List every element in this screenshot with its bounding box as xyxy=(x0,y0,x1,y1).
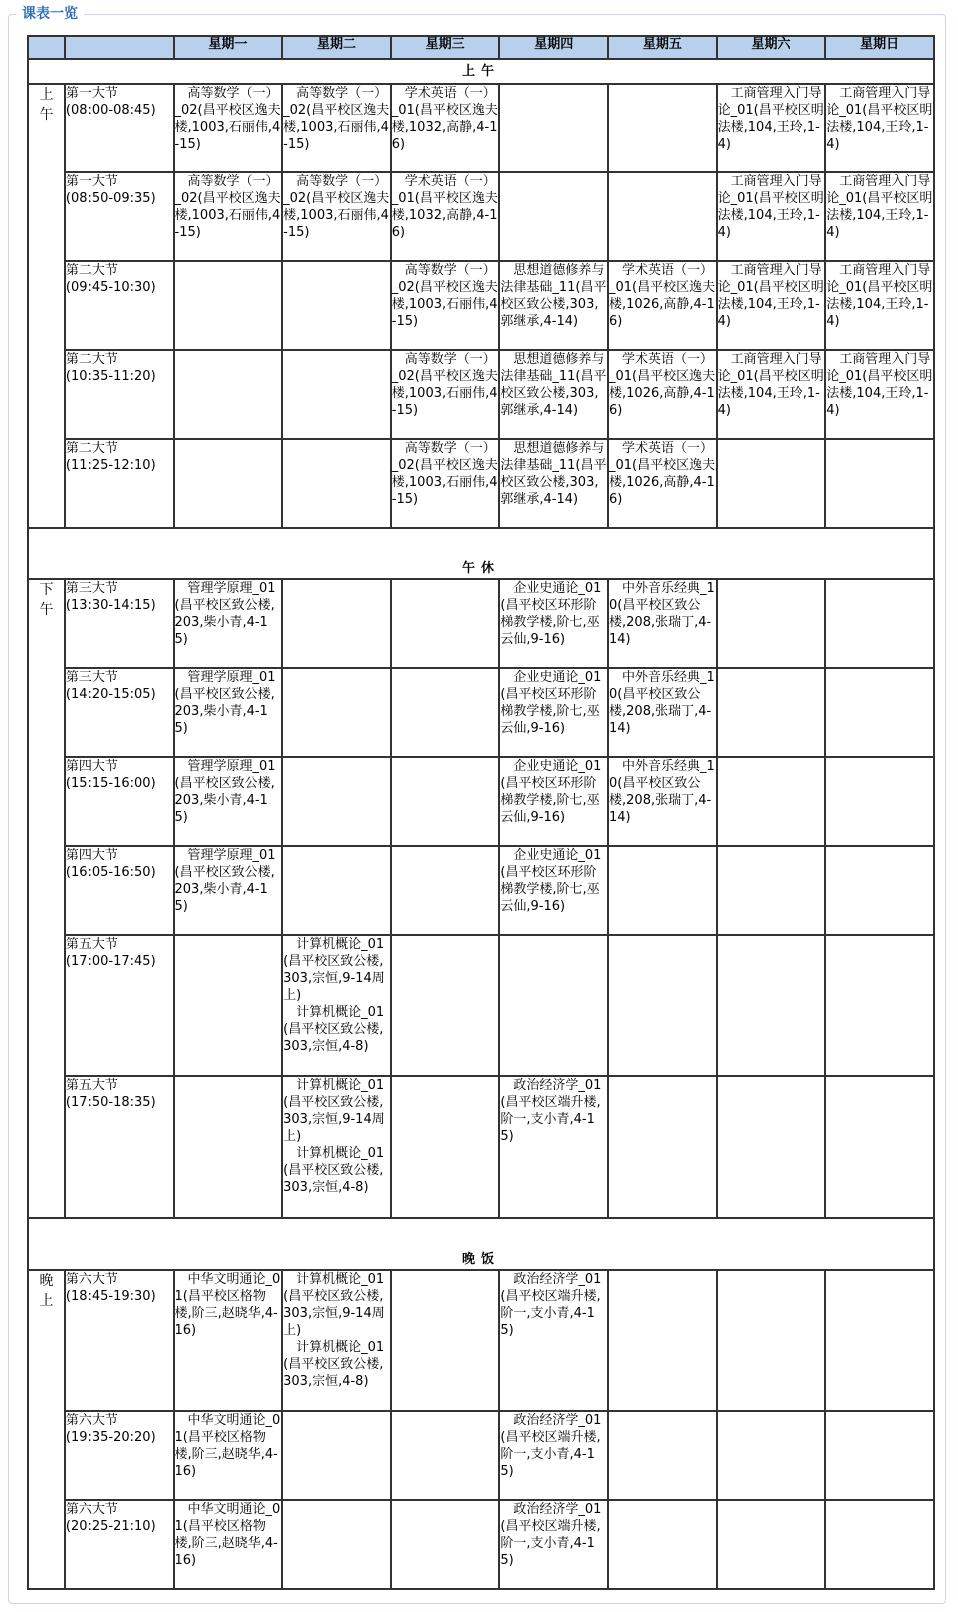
course-cell[interactable]: 政治经济学_01(昌平校区端升楼,阶一,支小青,4-15) xyxy=(499,1076,608,1218)
course-cell[interactable]: 管理学原理_01(昌平校区致公楼,203,柴小青,4-15) xyxy=(174,757,283,846)
empty-cell xyxy=(717,668,826,757)
empty-cell xyxy=(717,1500,826,1589)
period-label: 第二大节 (10:35-11:20) xyxy=(65,350,174,439)
period-label: 第四大节 (15:15-16:00) xyxy=(65,757,174,846)
day-header-mon: 星期一 xyxy=(174,36,283,59)
period-label: 第一大节 (08:00-08:45) xyxy=(65,84,174,173)
section-dinner-break: 晚饭 xyxy=(28,1218,934,1270)
course-cell[interactable]: 工商管理入门导论_01(昌平校区明法楼,104,王玲,1-4) xyxy=(717,261,826,350)
course-cell[interactable]: 企业史通论_01(昌平校区环形阶梯教学楼,阶七,巫云仙,9-16) xyxy=(499,757,608,846)
course-cell[interactable]: 管理学原理_01(昌平校区致公楼,203,柴小青,4-15) xyxy=(174,668,283,757)
empty-cell xyxy=(825,1270,934,1412)
period-label: 第六大节 (20:25-21:10) xyxy=(65,1500,174,1589)
table-row xyxy=(28,350,934,439)
empty-cell xyxy=(174,1076,283,1218)
course-cell[interactable]: 计算机概论_01(昌平校区致公楼,303,宗恒,9-14周上) 计算机概论_01(昌平校区致公楼,303,宗恒,4-8) xyxy=(282,1270,391,1412)
course-cell[interactable]: 中外音乐经典_10(昌平校区致公楼,208,张瑞丁,4-14) xyxy=(608,579,717,668)
empty-cell xyxy=(282,439,391,528)
course-cell[interactable]: 高等数学（一）_02(昌平校区逸夫楼,1003,石丽伟,4-15) xyxy=(282,84,391,173)
course-cell[interactable]: 高等数学（一）_02(昌平校区逸夫楼,1003,石丽伟,4-15) xyxy=(391,261,500,350)
table-row xyxy=(28,668,934,757)
period-label: 第二大节 (11:25-12:10) xyxy=(65,439,174,528)
empty-cell xyxy=(608,1411,717,1500)
period-label: 第五大节 (17:50-18:35) xyxy=(65,1076,174,1218)
header-corner-1 xyxy=(28,36,65,59)
empty-cell xyxy=(825,846,934,935)
empty-cell xyxy=(174,350,283,439)
empty-cell xyxy=(174,261,283,350)
course-cell[interactable]: 中华文明通论_01(昌平校区格物楼,阶三,赵晓华,4-16) xyxy=(174,1270,283,1412)
empty-cell xyxy=(717,846,826,935)
empty-cell xyxy=(825,439,934,528)
day-header-sun: 星期日 xyxy=(825,36,934,59)
empty-cell xyxy=(499,935,608,1077)
course-cell[interactable]: 企业史通论_01(昌平校区环形阶梯教学楼,阶七,巫云仙,9-16) xyxy=(499,846,608,935)
empty-cell xyxy=(825,579,934,668)
period-label: 第三大节 (13:30-14:15) xyxy=(65,579,174,668)
day-header-row xyxy=(28,36,934,59)
empty-cell xyxy=(282,757,391,846)
empty-cell xyxy=(391,846,500,935)
course-cell[interactable]: 中外音乐经典_10(昌平校区致公楼,208,张瑞丁,4-14) xyxy=(608,757,717,846)
course-cell[interactable]: 工商管理入门导论_01(昌平校区明法楼,104,王玲,1-4) xyxy=(825,261,934,350)
course-cell[interactable]: 工商管理入门导论_01(昌平校区明法楼,104,王玲,1-4) xyxy=(717,172,826,261)
empty-cell xyxy=(282,1411,391,1500)
course-cell[interactable]: 学术英语（一）_01(昌平校区逸夫楼,1032,高静,4-16) xyxy=(391,172,500,261)
section-morning-header: 上午 xyxy=(28,59,934,84)
header-corner-2 xyxy=(65,36,174,59)
group-morning: 上午 xyxy=(28,84,65,528)
course-cell[interactable]: 思想道德修养与法律基础_11(昌平校区致公楼,303,郭继承,4-14) xyxy=(499,350,608,439)
course-cell[interactable]: 思想道德修养与法律基础_11(昌平校区致公楼,303,郭继承,4-14) xyxy=(499,439,608,528)
table-row xyxy=(28,1500,934,1589)
empty-cell xyxy=(717,935,826,1077)
empty-cell xyxy=(282,1500,391,1589)
empty-cell xyxy=(391,1076,500,1218)
empty-cell xyxy=(825,1076,934,1218)
empty-cell xyxy=(499,84,608,173)
course-cell[interactable]: 学术英语（一）_01(昌平校区逸夫楼,1032,高静,4-16) xyxy=(391,84,500,173)
course-cell[interactable]: 高等数学（一）_02(昌平校区逸夫楼,1003,石丽伟,4-15) xyxy=(174,172,283,261)
empty-cell xyxy=(499,172,608,261)
course-cell[interactable]: 高等数学（一）_02(昌平校区逸夫楼,1003,石丽伟,4-15) xyxy=(174,84,283,173)
course-cell[interactable]: 企业史通论_01(昌平校区环形阶梯教学楼,阶七,巫云仙,9-16) xyxy=(499,668,608,757)
empty-cell xyxy=(282,350,391,439)
empty-cell xyxy=(391,935,500,1077)
course-cell[interactable]: 管理学原理_01(昌平校区致公楼,203,柴小青,4-15) xyxy=(174,579,283,668)
empty-cell xyxy=(608,84,717,173)
course-cell[interactable]: 中外音乐经典_10(昌平校区致公楼,208,张瑞丁,4-14) xyxy=(608,668,717,757)
empty-cell xyxy=(608,1076,717,1218)
empty-cell xyxy=(391,579,500,668)
empty-cell xyxy=(608,935,717,1077)
empty-cell xyxy=(391,757,500,846)
empty-cell xyxy=(282,668,391,757)
day-header-tue: 星期二 xyxy=(282,36,391,59)
empty-cell xyxy=(282,846,391,935)
course-cell[interactable]: 中华文明通论_01(昌平校区格物楼,阶三,赵晓华,4-16) xyxy=(174,1411,283,1500)
course-cell[interactable]: 政治经济学_01(昌平校区端升楼,阶一,支小青,4-15) xyxy=(499,1411,608,1500)
empty-cell xyxy=(825,1411,934,1500)
empty-cell xyxy=(825,668,934,757)
day-header-sat: 星期六 xyxy=(717,36,826,59)
empty-cell xyxy=(717,1076,826,1218)
empty-cell xyxy=(717,1411,826,1500)
empty-cell xyxy=(391,1411,500,1500)
empty-cell xyxy=(825,1500,934,1589)
schedule-table xyxy=(27,35,935,1590)
empty-cell xyxy=(282,261,391,350)
course-cell[interactable]: 学术英语（一）_01(昌平校区逸夫楼,1026,高静,4-16) xyxy=(608,261,717,350)
course-cell[interactable]: 工商管理入门导论_01(昌平校区明法楼,104,王玲,1-4) xyxy=(825,172,934,261)
course-cell[interactable]: 计算机概论_01(昌平校区致公楼,303,宗恒,9-14周上) 计算机概论_01(昌平校区致公楼,303,宗恒,4-8) xyxy=(282,1076,391,1218)
empty-cell xyxy=(608,846,717,935)
period-label: 第一大节 (08:50-09:35) xyxy=(65,172,174,261)
table-row xyxy=(28,757,934,846)
empty-cell xyxy=(174,935,283,1077)
table-row xyxy=(28,1076,934,1218)
empty-cell xyxy=(608,1270,717,1412)
period-label: 第四大节 (16:05-16:50) xyxy=(65,846,174,935)
course-cell[interactable]: 工商管理入门导论_01(昌平校区明法楼,104,王玲,1-4) xyxy=(825,84,934,173)
day-header-thu: 星期四 xyxy=(499,36,608,59)
day-header-wed: 星期三 xyxy=(391,36,500,59)
period-label: 第三大节 (14:20-15:05) xyxy=(65,668,174,757)
course-cell[interactable]: 高等数学（一）_02(昌平校区逸夫楼,1003,石丽伟,4-15) xyxy=(282,172,391,261)
empty-cell xyxy=(391,1270,500,1412)
panel-legend: 课表一览 xyxy=(16,4,84,24)
table-row xyxy=(28,261,934,350)
table-row xyxy=(28,1411,934,1500)
empty-cell xyxy=(717,1270,826,1412)
empty-cell xyxy=(717,757,826,846)
empty-cell xyxy=(608,1500,717,1589)
empty-cell xyxy=(391,668,500,757)
course-cell[interactable]: 高等数学（一）_02(昌平校区逸夫楼,1003,石丽伟,4-15) xyxy=(391,439,500,528)
group-evening: 晚上 xyxy=(28,1270,65,1589)
table-row xyxy=(28,579,934,668)
empty-cell xyxy=(825,935,934,1077)
table-row xyxy=(28,439,934,528)
course-cell[interactable]: 计算机概论_01(昌平校区致公楼,303,宗恒,9-14周上) 计算机概论_01(昌平校区致公楼,303,宗恒,4-8) xyxy=(282,935,391,1077)
period-label: 第五大节 (17:00-17:45) xyxy=(65,935,174,1077)
empty-cell xyxy=(282,579,391,668)
period-label: 第六大节 (18:45-19:30) xyxy=(65,1270,174,1412)
table-row xyxy=(28,935,934,1077)
course-cell[interactable]: 工商管理入门导论_01(昌平校区明法楼,104,王玲,1-4) xyxy=(717,350,826,439)
empty-cell xyxy=(717,579,826,668)
group-afternoon: 下午 xyxy=(28,579,65,1218)
table-row xyxy=(28,84,934,173)
course-cell[interactable]: 高等数学（一）_02(昌平校区逸夫楼,1003,石丽伟,4-15) xyxy=(391,350,500,439)
period-label: 第六大节 (19:35-20:20) xyxy=(65,1411,174,1500)
period-label: 第二大节 (09:45-10:30) xyxy=(65,261,174,350)
table-row xyxy=(28,172,934,261)
empty-cell xyxy=(608,172,717,261)
section-noon-break: 午休 xyxy=(28,528,934,580)
course-cell[interactable]: 学术英语（一）_01(昌平校区逸夫楼,1026,高静,4-16) xyxy=(608,439,717,528)
empty-cell xyxy=(717,439,826,528)
empty-cell xyxy=(174,439,283,528)
course-cell[interactable]: 工商管理入门导论_01(昌平校区明法楼,104,王玲,1-4) xyxy=(717,84,826,173)
course-cell[interactable]: 政治经济学_01(昌平校区端升楼,阶一,支小青,4-15) xyxy=(499,1270,608,1412)
course-cell[interactable]: 学术英语（一）_01(昌平校区逸夫楼,1026,高静,4-16) xyxy=(608,350,717,439)
table-row xyxy=(28,1270,934,1412)
course-cell[interactable]: 思想道德修养与法律基础_11(昌平校区致公楼,303,郭继承,4-14) xyxy=(499,261,608,350)
course-cell[interactable]: 企业史通论_01(昌平校区环形阶梯教学楼,阶七,巫云仙,9-16) xyxy=(499,579,608,668)
course-cell[interactable]: 管理学原理_01(昌平校区致公楼,203,柴小青,4-15) xyxy=(174,846,283,935)
course-cell[interactable]: 工商管理入门导论_01(昌平校区明法楼,104,王玲,1-4) xyxy=(825,350,934,439)
empty-cell xyxy=(825,757,934,846)
table-row xyxy=(28,846,934,935)
empty-cell xyxy=(391,1500,500,1589)
course-cell[interactable]: 中华文明通论_01(昌平校区格物楼,阶三,赵晓华,4-16) xyxy=(174,1500,283,1589)
day-header-fri: 星期五 xyxy=(608,36,717,59)
course-cell[interactable]: 政治经济学_01(昌平校区端升楼,阶一,支小青,4-15) xyxy=(499,1500,608,1589)
